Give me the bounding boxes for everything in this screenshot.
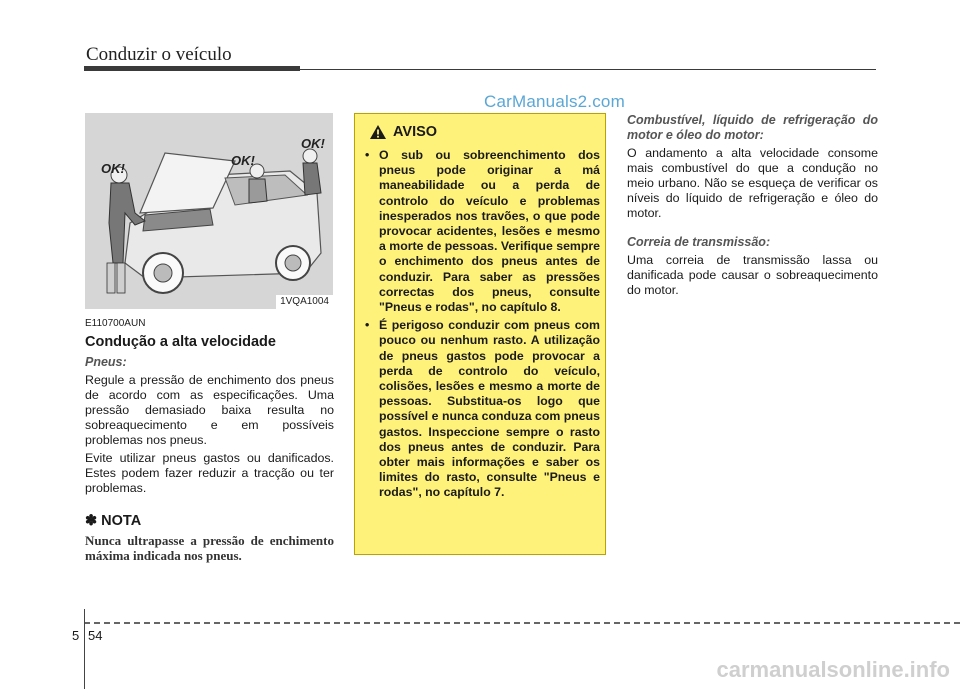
footer-vertical-rule [84,609,85,689]
chapter-number: 5 [72,628,80,643]
bullet-icon: • [365,148,370,162]
warning-box [354,113,606,555]
fuel-coolant-oil-subheading: Combustível, líquido de refrigeração do motor e óleo do motor: [627,113,878,142]
car-illustration [85,113,333,309]
left-column [85,316,334,563]
tyres-paragraph-2: Evite utilizar pneus gastos ou danificados. Estes podem fazer reduzir a tracção ou ter problemas. [85,451,334,495]
note-heading: ✽ NOTA [85,513,142,529]
page-header-title: Conduzir o veículo [86,44,232,65]
ok-label-middle: OK! [231,153,255,168]
warning-item [364,148,600,315]
ok-label-right: OK! [301,136,325,151]
warning-item-text: O sub ou sobreenchimento dos pneus pode originar a má maneabilidade ou a perda de controlo do veículo e problemas inesperados nos travões, o que pode provocar acidentes, lesões e mesmo a morte de pessoas. Verifique sempre o enchimento dos pneus antes de conduzir. Para saber as pressões correctas dos pneus, consulte "Pneus e rodas", no capítulo 8. [379,148,600,315]
bullet-icon: • [365,318,370,333]
footer-dashed-rule [84,622,960,624]
document-code: E110700AUN [85,318,146,329]
warning-item [364,318,600,500]
drive-belt-paragraph: Uma correia de transmissão lassa ou danificada pode causar o sobreaquecimento do motor. [627,253,878,297]
drive-belt-subheading: Correia de transmissão: [627,235,771,249]
figure-code: 1VQA1004 [276,295,333,309]
header-rule-thin [300,69,876,70]
warning-title-text: AVISO [393,124,438,140]
warning-title [369,122,437,142]
page-number: 54 [88,628,103,643]
header-rule-thick [84,66,300,71]
fuel-coolant-oil-paragraph: O andamento a alta velocidade consome mais combustível do que a condução no meio urbano. Não se esqueça de verificar os níveis do líquido de refrigeração e óleo do motor. [627,146,878,220]
tyres-subheading: Pneus: [85,355,127,369]
note-text: Nunca ultrapasse a pressão de enchimento máxima indicada nos pneus. [85,533,334,563]
warning-item-text: É perigoso conduzir com pneus com pouco ou nenhum rasto. A utilização de pneus gastos pode provocar a perda de controlo do veículo, colisões, lesões e mesmo a morte de pessoas. Substitua-os logo que possível e nunca conduza com pneus gastos. Inspeccione sempre o rasto dos pneus antes de conduzir. Para obter mais informações e saber os limites do rasto, consulte "Pneus e rodas", no capítulo 7. [379,318,600,500]
ok-label-left: OK! [101,161,125,176]
warning-list [364,148,600,504]
warning-triangle-icon [369,124,387,140]
watermark-bottom: carmanualsonline.info [716,657,950,682]
right-column [627,113,878,312]
watermark-top: CarManuals2.com [484,92,625,111]
section-heading: Condução a alta velocidade [85,334,276,350]
illustration-car-checks [85,113,333,309]
tyres-paragraph-1: Regule a pressão de enchimento dos pneus de acordo com as especificações. Uma pressão demasiado baixa resulta no sobreaquecimento e em possíveis problemas nos pneus. [85,373,334,447]
